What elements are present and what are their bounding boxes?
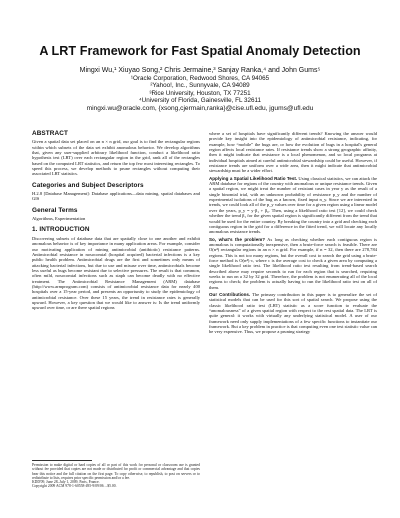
introduction-paragraph: Discovering subsets of database data that are spatially close to one another and exhibit anomalous behavior is of key importance in many application areas. For example, consider our motivating application of mining antimicrobial (antibiotic) resistance patterns. Antimicrobial resistance in nosocomial (hospital acquired) bacterial infections is a key public health problem. Antimicrobial drugs are the first and sometimes only means of attacking bacterial infections, but due to use and misuse over time, antimicrobials become less useful as bugs become resistant due to selective pressures. The result is that common, often mild, nosocomial infections such as staph can become deadly with no effective treatment. The Antimicrobial Resistance Management (ARM) database (http://www.armprogram.com) consists of antimicrobial resistance data for nearly 400 hospitals over a 15-year period, and presents an opportunity to study the epidemiology of antimicrobial resistance. Over these 15 years, the trend in resistance rates is generally upward. However, a key question that we would like to answer is: Is the trend uniformly upward over time, or are there spatial regions — [32, 235, 200, 311]
left-column — [32, 131, 200, 313]
paragraph-body: The primary contribution in this paper is to generalize the set of statistical models that can be used for this sort of spatial search. We propose using the classic likelihood ratio test (LRT) statistic as a score function to evaluate the “anomalousness” of a given spatial region with respect to the rest spatial data. The LRT is quite general: it works with virtually any underlying statistical model. A user of our framework need only supply implementations of a few specific functions to instantiate our framework. But a key problem in practice is that computing even one test statistic value can be very expensive. Thus, we propose a pruning strategy — [209, 291, 377, 335]
right-paragraph-4 — [209, 292, 377, 335]
right-paragraph-3 — [209, 237, 377, 290]
conference-line: KDD'09, June 28–July 1, 2009, Paris, France. — [32, 480, 100, 485]
paper-title: A LRT Framework for Fast Spatial Anomaly Detection — [39, 44, 361, 58]
right-paragraph-2 — [209, 176, 377, 235]
permission-text: Permission to make digital or hard copies of all or part of this work for personal or classroom use is granted without fee provided that copies are not made or distributed for profit or commercial advantage and that copies bear this notice and the full citation on the first page. To copy otherwise, to republish, to post on servers or to redistribute to lists, requires prior specific permission and/or a fee. — [32, 463, 200, 480]
abstract-heading: ABSTRACT — [32, 130, 68, 137]
right-paragraph-1: where a set of hospitals have significantly different trends? Knowing the answer would provide key insight into the epidemiology of antimicrobial resistance, indicating, for example, how “mobile” the bugs are, or how the evolution of bugs in a hospital's general region affects local resistance rates. If resistance trends show a strong geographic affinity, then it might indicate that resistance is a local phenomenon, and so local programs at individual hospitals aimed at careful antimicrobial stewardship could be useful. However, if resistance trends are uniform over a wide area, then it might indicate that antimicrobial stewardship must be a wider effort. — [209, 131, 377, 174]
categories-text: H.2.8 [Database Management]: Database applications—data mining, spatial databases and GIS — [32, 191, 200, 202]
paragraph-body: As long as checking whether each contiguous region is anomalous is computationally inexpensive, then a brute-force search is feasible. There are O(n⁴) rectangular regions in an n × n grid. For example, if n = 32, then there are 278,784 regions. This is not too many regions, but the overall cost to search the grid using a brute-force method is O(n⁴)·c, where c is the average cost to check a given area by computing a single likelihood ratio test. The likelihood ratio test resulting from trend-based search described above may require seconds to run for each region that is searched, requiring weeks to run on a 32 by 32 grid. Therefore, the problem is not enumerating all of the local regions to check; the problem is actually having to run the likelihood ratio test on all of them. — [209, 236, 378, 290]
affiliation-2: ²Yahoo!, Inc., Sunnyvale, CA 94089 — [150, 82, 250, 90]
affiliation-4: ⁴University of Florida, Gainesville, FL 32611 — [138, 96, 262, 104]
author-names: Mingxi Wu,¹ Xiuyao Song,² Chris Jermaine,³ Sanjay Ranka,⁴ and John Gums⁵ — [79, 67, 321, 74]
introduction-heading: 1. INTRODUCTION — [32, 226, 90, 234]
right-column — [209, 131, 377, 337]
footnote-rule — [32, 460, 92, 461]
author-block — [30, 67, 370, 112]
paragraph-body: Using classical statistics, we can attack the ARM database for regions of the country with anomalous or unique resistance trends. Given a spatial region, we might treat the number of resistant cases in year y as the result of a single binomial trial, with an unknown probability of resistance p_y and the number of experimental isolations of the bug as a known, fixed input n_y. Since we are interested in trends, we could look all of the p_y values over time for a given region using a linear model over the years, p_y = y·β₁ + β₀. Then, using a likelihood ratio test [12], we could check whether the trend β₁ for the given spatial region is significantly different from the trend that would be used for the entire country. By breaking the country into a grid and checking each contiguous region in the grid for a difference in the fitted trend, we will locate any locally anomalous resistance trends. — [209, 175, 377, 235]
affiliation-1: ¹Oracle Corporation, Redwood Shores, CA 94065 — [130, 75, 270, 83]
categories-heading: Categories and Subject Descriptors — [32, 181, 144, 189]
paragraph-lead: So, what's the problem? — [209, 236, 266, 242]
affiliation-3: ³Rice University, Houston, TX 77251 — [149, 89, 251, 97]
general-terms-heading: General Terms — [32, 206, 78, 214]
copyright-footnote — [32, 460, 200, 489]
paragraph-lead: Our Contributions. — [209, 291, 251, 297]
copyright-line: Copyright 2009 ACM 978-1-60558-495-9/09/06 ...$5.00. — [32, 484, 117, 489]
author-emails: mingxi.wu@oracle.com, {xsong,cjermain,ranka}@cise.ufl.edu, jgums@ufl.edu — [86, 105, 314, 113]
abstract-text: Given a spatial data set placed on an n × n grid, our goal is to find the rectangular regions within which subsets of the data set exhibit anomalous behavior. We develop algorithms that, given any user-supplied arbitrary likelihood function, conduct a likelihood ratio hypothesis test (LRT) over each rectangular region in the grid, rank all of the rectangles based on the computed LRT statistics, and return the top few most interesting rectangles. To speed this process, we develop methods to prune rectangles without computing their associated LRT statistics. — [32, 139, 200, 177]
paragraph-lead: Applying a Spatial Likelihood Ratio Test. — [209, 175, 298, 181]
general-terms-text: Algorithms, Experimentation — [32, 216, 86, 222]
